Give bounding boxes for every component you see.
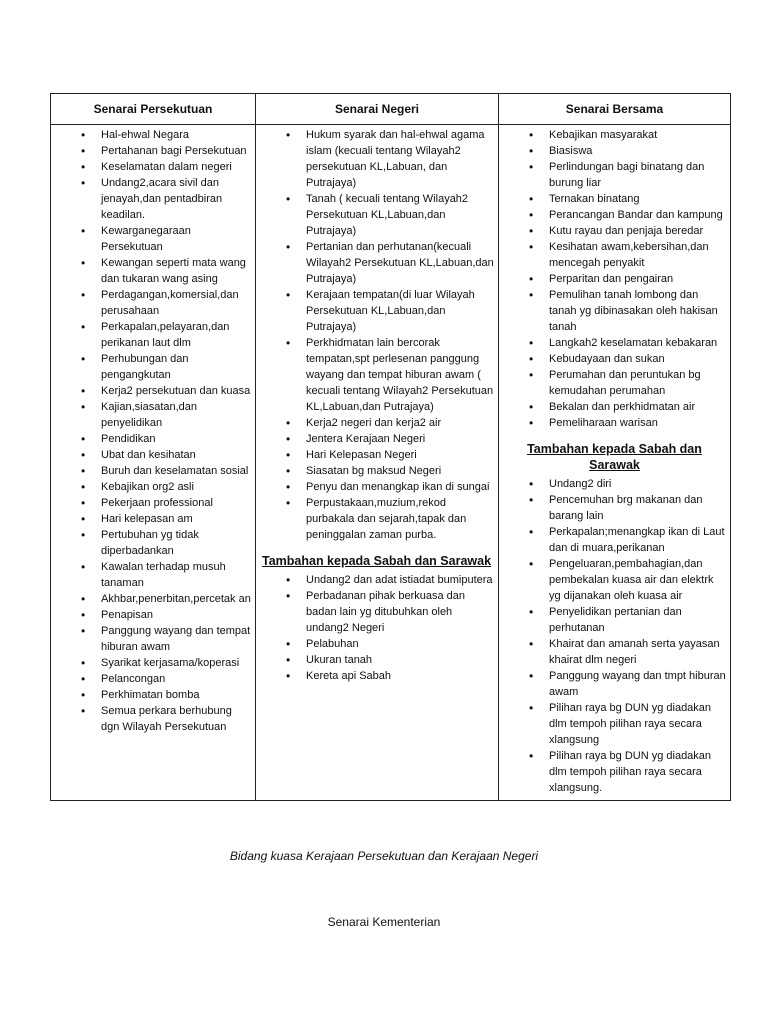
list-item: • Ubat dan kesihatan xyxy=(55,447,251,463)
list-item: • Perancangan Bandar dan kampung xyxy=(503,207,726,223)
cell-negeri xyxy=(256,125,499,801)
list-item: • Buruh dan keselamatan sosial xyxy=(55,463,251,479)
list-item: • Kutu rayau dan penjaja beredar xyxy=(503,223,726,239)
bersama-sabah-heading: Tambahan kepada Sabah dan Sarawak xyxy=(527,442,702,472)
list-item: • Pilihan raya bg DUN yg diadakan dlm tempoh pilihan raya secara xlangsung. xyxy=(503,748,726,796)
list-item: • Perkhimatan bomba xyxy=(55,687,251,703)
list-item: • Panggung wayang dan tempat hiburan awam xyxy=(55,623,251,655)
list-item: • Siasatan bg maksud Negeri xyxy=(260,463,494,479)
list-item: • Undang2,acara sivil dan jenayah,dan pentadbiran keadilan. xyxy=(55,175,251,223)
list-item: • Pertubuhan yg tidak diperbadankan xyxy=(55,527,251,559)
header-negeri: Senarai Negeri xyxy=(256,94,499,125)
list-item: • Pengeluaran,pembahagian,dan pembekalan kuasa air dan elektrk yg dijanakan oleh kuasa air xyxy=(503,556,726,604)
list-item: • Pilihan raya bg DUN yg diadakan dlm tempoh pilihan raya secara xlangsung xyxy=(503,700,726,748)
list-item: • Hukum syarak dan hal-ehwal agama islam (kecuali tentang Wilayah2 persekutuan KL,Labuan, dan Putrajaya) xyxy=(260,127,494,191)
table-header-row xyxy=(51,94,731,125)
list-item: • Pemulihan tanah lombong dan tanah yg dibinasakan oleh hakisan tanah xyxy=(503,287,726,335)
list-item: • Undang2 dan adat istiadat bumiputera xyxy=(260,572,494,588)
list-item: • Ternakan binatang xyxy=(503,191,726,207)
list-item: • Perdagangan,komersial,dan perusahaan xyxy=(55,287,251,319)
list-item: • Pertanian dan perhutanan(kecuali Wilayah2 Persekutuan KL,Labuan,dan Putrajaya) xyxy=(260,239,494,287)
list-bersama xyxy=(503,127,726,431)
list-item: • Perkapalan;menangkap ikan di Laut dan di muara,perikanan xyxy=(503,524,726,556)
list-item: • Undang2 diri xyxy=(503,476,726,492)
list-item: • Perkapalan,pelayaran,dan perikanan laut dlm xyxy=(55,319,251,351)
list-item: • Panggung wayang dan tmpt hiburan awam xyxy=(503,668,726,700)
list-item: • Pertahanan bagi Persekutuan xyxy=(55,143,251,159)
list-item: • Pelancongan xyxy=(55,671,251,687)
list-item: • Semua perkara berhubung dgn Wilayah Persekutuan xyxy=(55,703,251,735)
jurisdiction-table xyxy=(50,93,731,801)
header-bersama: Senarai Bersama xyxy=(499,94,731,125)
list-item: • Syarikat kerjasama/koperasi xyxy=(55,655,251,671)
list-item: • Pendidikan xyxy=(55,431,251,447)
cell-persekutuan xyxy=(51,125,256,801)
list-item: • Perbadanan pihak berkuasa dan badan lain yg ditubuhkan oleh undang2 Negeri xyxy=(260,588,494,636)
list-item: • Kereta api Sabah xyxy=(260,668,494,684)
list-item: • Perumahan dan peruntukan bg kemudahan perumahan xyxy=(503,367,726,399)
list-item: • Khairat dan amanah serta yayasan khairat dlm negeri xyxy=(503,636,726,668)
list-item: • Kerajaan tempatan(di luar Wilayah Persekutuan KL,Labuan,dan Putrajaya) xyxy=(260,287,494,335)
list-item: • Kewangan seperti mata wang dan tukaran wang asing xyxy=(55,255,251,287)
list-item: • Keselamatan dalam negeri xyxy=(55,159,251,175)
list-item: • Kerja2 negeri dan kerja2 air xyxy=(260,415,494,431)
list-item: • Kesihatan awam,kebersihan,dan mencegah penyakit xyxy=(503,239,726,271)
list-item: • Penyu dan menangkap ikan di sungai xyxy=(260,479,494,495)
cell-bersama xyxy=(499,125,731,801)
list-item: • Hari kelepasan am xyxy=(55,511,251,527)
list-item: • Kajian,siasatan,dan penyelidikan xyxy=(55,399,251,431)
list-item: • Perkhidmatan lain bercorak tempatan,spt perlesenan panggung wayang dan tempat hiburan awam ( kecuali tentang Wilayah2 Persekutuan KL,Labuan,dan Putrajaya) xyxy=(260,335,494,415)
list-item: • Kerja2 persekutuan dan kuasa xyxy=(55,383,251,399)
list-item: • Penyelidikan pertanian dan perhutanan xyxy=(503,604,726,636)
list-item: • Langkah2 keselamatan kebakaran xyxy=(503,335,726,351)
list-item: • Kebudayaan dan sukan xyxy=(503,351,726,367)
list-item: • Ukuran tanah xyxy=(260,652,494,668)
header-persekutuan: Senarai Persekutuan xyxy=(51,94,256,125)
list-item: • Pekerjaan professional xyxy=(55,495,251,511)
list-item: • Bekalan dan perkhidmatan air xyxy=(503,399,726,415)
list-item: • Jentera Kerajaan Negeri xyxy=(260,431,494,447)
list-item: • Akhbar,penerbitan,percetak an xyxy=(55,591,251,607)
list-negeri-sabah xyxy=(260,572,494,684)
list-item: • Pemeliharaan warisan xyxy=(503,415,726,431)
section-title: Senarai Kementerian xyxy=(327,915,441,929)
list-item: • Biasiswa xyxy=(503,143,726,159)
list-item: • Kawalan terhadap musuh tanaman xyxy=(55,559,251,591)
list-item: • Tanah ( kecuali tentang Wilayah2 Persekutuan KL,Labuan,dan Putrajaya) xyxy=(260,191,494,239)
list-item: • Perparitan dan pengairan xyxy=(503,271,726,287)
list-item: • Penapisan xyxy=(55,607,251,623)
table-caption: Bidang kuasa Kerajaan Persekutuan dan Kerajaan Negeri xyxy=(229,849,539,863)
negeri-sabah-heading: Tambahan kepada Sabah dan Sarawak xyxy=(262,554,492,568)
table-body-row xyxy=(51,125,731,801)
list-item: • Pelabuhan xyxy=(260,636,494,652)
list-item: • Kebajikan org2 asli xyxy=(55,479,251,495)
list-item: • Perlindungan bagi binatang dan burung liar xyxy=(503,159,726,191)
list-item: • Kebajikan masyarakat xyxy=(503,127,726,143)
list-item: • Hari Kelepasan Negeri xyxy=(260,447,494,463)
list-item: • Pencemuhan brg makanan dan barang lain xyxy=(503,492,726,524)
list-item: • Perpustakaan,muzium,rekod purbakala dan sejarah,tapak dan peninggalan zaman purba. xyxy=(260,495,494,543)
list-item: • Perhubungan dan pengangkutan xyxy=(55,351,251,383)
list-bersama-sabah xyxy=(503,476,726,796)
list-item: • Kewarganegaraan Persekutuan xyxy=(55,223,251,255)
list-negeri xyxy=(260,127,494,543)
list-item: • Hal-ehwal Negara xyxy=(55,127,251,143)
list-persekutuan xyxy=(55,127,251,735)
